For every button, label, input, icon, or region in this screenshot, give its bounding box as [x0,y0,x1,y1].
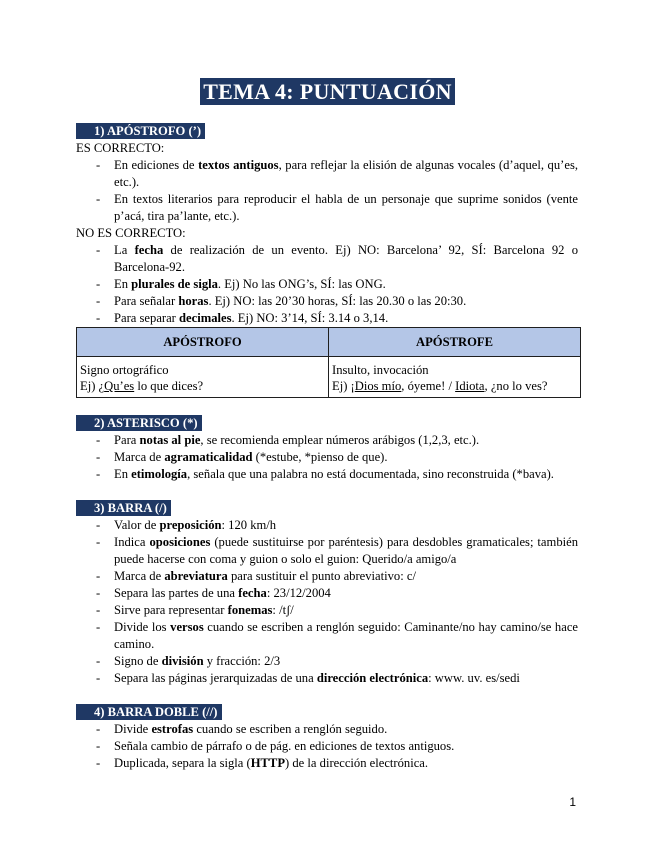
list-item: - Marca de agramaticalidad (*estube, *pienso de que). [76,449,578,466]
list-item: - La fecha de realización de un evento. Ej) NO: Barcelona’ 92, SÍ: Barcelona 92 o Barcelona-92. [76,242,578,276]
list-item: - Separa las partes de una fecha: 23/12/2004 [76,585,578,602]
barra-doble-list [76,721,578,772]
table-header: APÓSTROFE [329,328,581,357]
section-heading: 2) ASTERISCO (*) [76,415,202,431]
page-title: TEMA 4: PUNTUACIÓN [200,78,455,105]
cell-line: Insulto, invocación [332,363,429,377]
list-item: - Indica oposiciones (puede sustituirse por paréntesis) para desdobles gramaticales; también puede hacerse con coma y guion o solo el guion: Querido/a amigo/a [76,534,578,568]
list-item: - En textos literarios para reproducir el habla de un personaje que suprime sonidos (vente p’acá, tira pa’lante, etc.). [76,191,578,225]
section-heading: 3) BARRA (/) [76,500,171,516]
section-barra [76,500,578,517]
list-item: - Sirve para representar fonemas: /tʃ/ [76,602,578,619]
incorrect-list [76,242,578,327]
list-item: - Divide los versos cuando se escriben a renglón seguido: Caminante/no hay camino/se hace camino. [76,619,578,653]
correct-list [76,157,578,225]
incorrect-label: NO ES CORRECTO: [76,226,186,240]
list-item: - Para separar decimales. Ej) NO: 3’14, SÍ: 3.14 o 3,14. [76,310,578,327]
list-item: - Separa las páginas jerarquizadas de una dirección electrónica: www. uv. es/sedi [76,670,578,687]
section-heading: 4) BARRA DOBLE (//) [76,704,222,720]
title-wrap [0,78,655,105]
page-number: 1 [569,795,576,809]
list-item: - Señala cambio de párrafo o de pág. en ediciones de textos antiguos. [76,738,578,755]
asterisco-list [76,432,578,483]
cell-line: Signo ortográfico [80,363,169,377]
list-item: - Marca de abreviatura para sustituir el punto abreviativo: c/ [76,568,578,585]
section-heading: 1) APÓSTROFO (’) [76,123,205,139]
list-item: - En etimología, señala que una palabra no está documentada, sino reconstruida (*bava). [76,466,578,483]
table-cell [329,357,581,398]
list-item: - En ediciones de textos antiguos, para reflejar la elisión de algunas vocales (d’aquel, qu’es, etc.). [76,157,578,191]
list-item: - Valor de preposición: 120 km/h [76,517,578,534]
list-item: - Para señalar horas. Ej) NO: las 20’30 horas, SÍ: las 20.30 o las 20:30. [76,293,578,310]
cell-line: Ej) ¿Qu’es lo que dices? [80,379,204,393]
section-barra-doble [76,704,578,721]
list-item: - Duplicada, separa la sigla (HTTP) de la dirección electrónica. [76,755,578,772]
barra-list [76,517,578,687]
correct-label: ES CORRECTO: [76,141,165,155]
list-item: - En plurales de sigla. Ej) No las ONG’s, SÍ: las ONG. [76,276,578,293]
table-header: APÓSTROFO [77,328,329,357]
table-cell [77,357,329,398]
list-item: - Para notas al pie, se recomienda emplear números arábigos (1,2,3, etc.). [76,432,578,449]
section-apostrofo [76,123,578,140]
list-item: - Signo de división y fracción: 2/3 [76,653,578,670]
list-item: - Divide estrofas cuando se escriben a renglón seguido. [76,721,578,738]
apostrofo-table [76,327,581,398]
section-asterisco [76,415,578,432]
content [76,123,578,772]
cell-line: Ej) ¡Dios mío, óyeme! / Idiota, ¿no lo ves? [332,379,548,393]
